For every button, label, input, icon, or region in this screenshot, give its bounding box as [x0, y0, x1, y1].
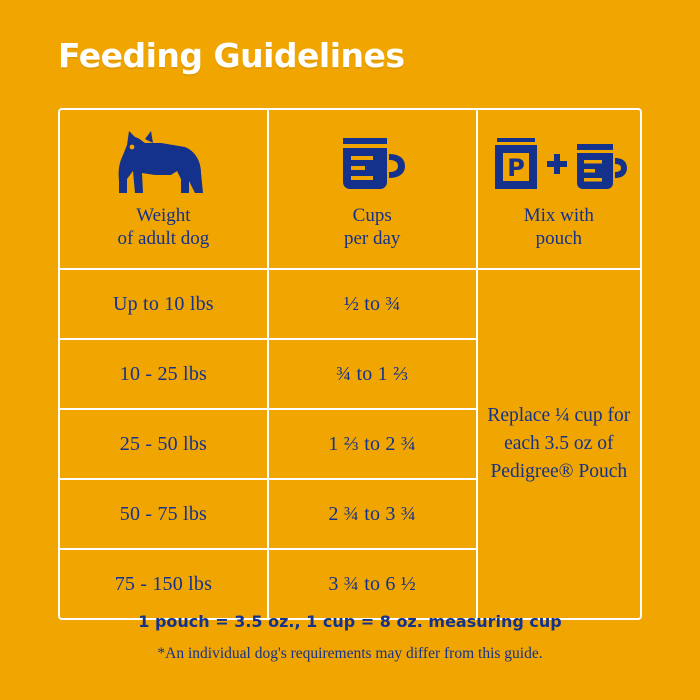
measuring-cup-icon-small [577, 144, 627, 189]
measuring-cup-icon [335, 126, 409, 200]
header-weight-line2: of adult dog [117, 228, 210, 250]
table-header-row [60, 110, 640, 270]
header-cups-line1: Cups [352, 205, 392, 226]
page-title: Feeding Guidelines [58, 36, 405, 75]
dog-icon [115, 126, 211, 200]
table-row [60, 550, 478, 618]
footnote-conversion: 1 pouch = 3.5 oz., 1 cup = 8 oz. measuring cup [138, 612, 562, 631]
cell-weight: 25 - 50 lbs [60, 410, 269, 478]
cell-cups: 1 ⅔ to 2 ¾ [269, 410, 478, 478]
cell-weight: 10 - 25 lbs [60, 340, 269, 408]
cell-weight: 50 - 75 lbs [60, 480, 269, 548]
pouch-icon [495, 138, 537, 189]
cell-mix-note: Replace ¼ cup for each 3.5 oz of Pedigree® Pouch [487, 405, 631, 482]
footnote-disclaimer: *An individual dog's requirements may differ from this guide. [157, 645, 543, 662]
svg-text:P: P [506, 154, 525, 182]
table-body-left [60, 270, 478, 618]
table-row [60, 340, 478, 410]
header-cell-mix [478, 110, 640, 268]
table-row [60, 410, 478, 480]
cell-cups: 3 ¾ to 6 ½ [269, 550, 478, 618]
header-mix-line1: Mix with [523, 205, 594, 226]
cell-cups: ½ to ¾ [269, 270, 478, 338]
cell-weight: Up to 10 lbs [60, 270, 269, 338]
cell-cups: ¾ to 1 ⅔ [269, 340, 478, 408]
header-cups-line2: per day [343, 228, 401, 250]
cell-cups: 2 ¾ to 3 ¾ [269, 480, 478, 548]
plus-icon [547, 154, 567, 174]
header-cell-weight [60, 110, 269, 268]
pouch-plus-cup-icon [489, 126, 629, 200]
table-row [60, 270, 478, 340]
header-cell-cups [269, 110, 478, 268]
table-row [60, 480, 478, 550]
header-mix-line2: pouch [535, 228, 582, 250]
feeding-table [58, 108, 642, 620]
header-weight-line1: Weight [136, 205, 191, 226]
table-body [60, 270, 640, 618]
cell-weight: 75 - 150 lbs [60, 550, 269, 618]
